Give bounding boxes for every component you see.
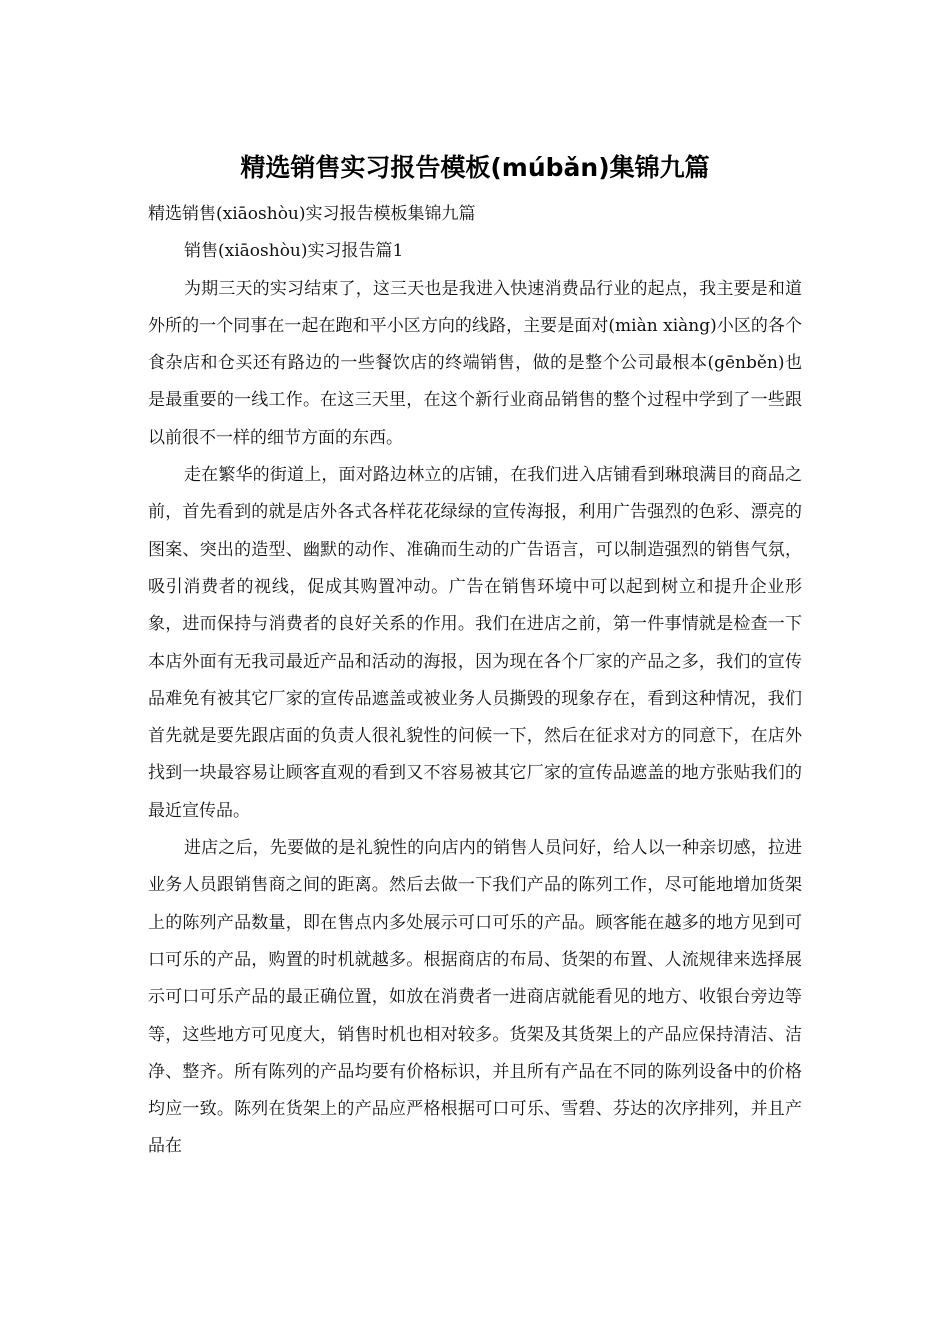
document-title: 精选销售实习报告模板(múbǎn)集锦九篇 (240, 153, 710, 182)
paragraph-3: 进店之后，先要做的是礼貌性的向店内的销售人员问好，给人以一种亲切感，拉进业务人员跟销售商之间的距离。然后去做一下我们产品的陈列工作，尽可能地增加货架上的陈列产品数量，即在售点内多处展示可口可乐的产品。顾客能在越多的地方见到可口可乐的产品，购置的时机就越多。根据商店的布局、货架的布置、人流规律来选择展示可口可乐产品的最正确位置，如放在消费者一进商店就能看见的地方、收银台旁边等等，这些地方可见度大，销售时机也相对较多。货架及其货架上的产品应保持清洁、洁净、整齐。所有陈列的产品均要有价格标识，并且所有产品在不同的陈列设备中的价格均应一致。陈列在货架上的产品应严格根据可口可乐、雪碧、芬达的次序排列，并且产品在 (148, 838, 802, 1157)
section-heading: 销售(xiāoshòu)实习报告篇1 (184, 241, 404, 262)
document-subtitle: 精选销售(xiāoshòu)实习报告模板集锦九篇 (148, 204, 476, 224)
paragraph-1: 为期三天的实习结束了，这三天也是我进入快速消费品行业的起点，我主要是和道外所的一个同事在一起在跑和平小区方向的线路，主要是面对(miàn xiàng)小区的各个食杂店和仓买还有路边的一些餐饮店的终端销售，做的是整个公司最根本(gēnběn)也是最重要的一线工作。在这三天里，在这个新行业商品销售的整个过程中学到了一些跟以前很不一样的细节方面的东西。 (148, 278, 802, 448)
document-body (148, 196, 802, 1166)
paragraph-2: 走在繁华的街道上，面对路边林立的店铺，在我们进入店铺看到琳琅满目的商品之前，首先看到的就是店外各式各样花花绿绿的宣传海报，利用广告强烈的色彩、漂亮的图案、突出的造型、幽默的动作、准确而生动的广告语言，可以制造强烈的销售气氛，吸引消费者的视线，促成其购置冲动。广告在销售环境中可以起到树立和提升企业形象，进而保持与消费者的良好关系的作用。我们在进店之前，第一件事情就是检查一下本店外面有无我司最近产品和活动的海报，因为现在各个厂家的产品之多，我们的宣传品难免有被其它厂家的宣传品遮盖或被业务人员撕毁的现象存在，看到这种情况，我们首先就是要先跟店面的负责人很礼貌性的问候一下，然后在征求对方的同意下，在店外找到一块最容易让顾客直观的看到又不容易被其它厂家的宣传品遮盖的地方张贴我们的最近宣传品。 (148, 465, 802, 821)
